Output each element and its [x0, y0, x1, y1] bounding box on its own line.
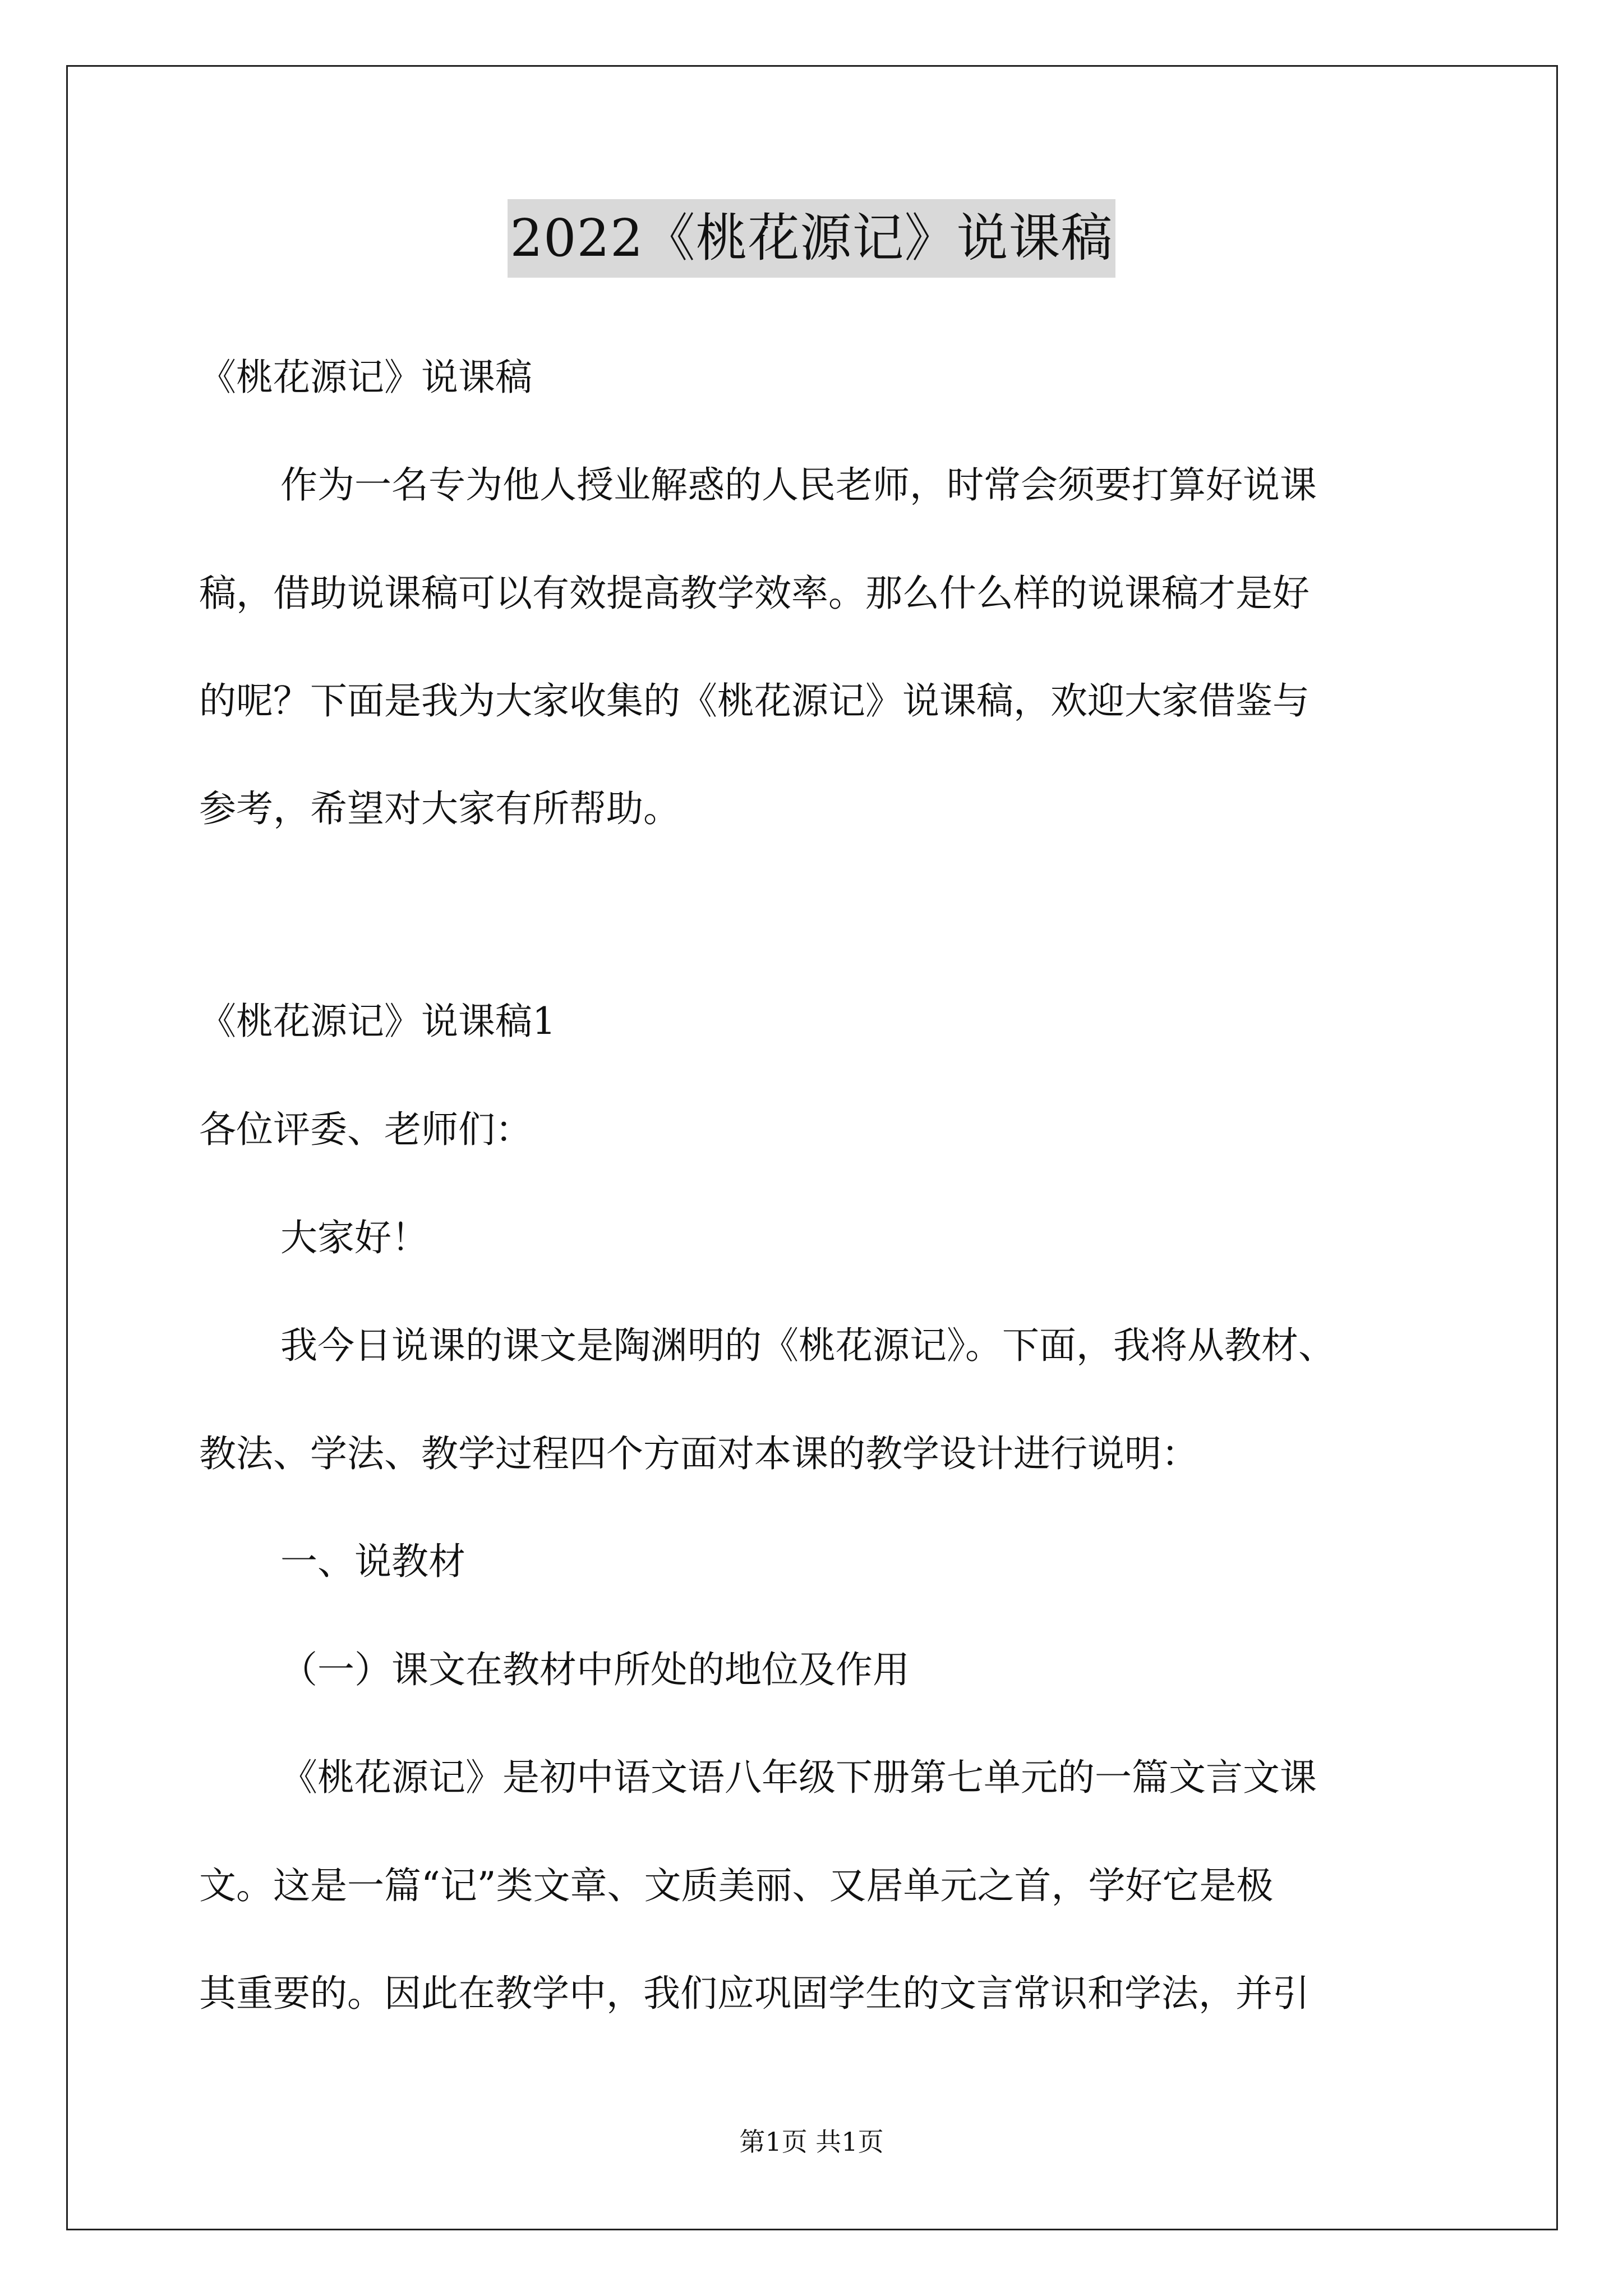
intro-line-2: 稿，借助说课稿可以有效提高教学效率。那么什么样的说课稿才是好 — [199, 572, 1310, 615]
document-title: 2022《桃花源记》说课稿 — [508, 199, 1115, 278]
intro-line-4: 参考，希望对大家有所帮助。 — [199, 787, 680, 830]
intro-line-3: 的呢？下面是我为大家收集的《桃花源记》说课稿，欢迎大家借鉴与 — [199, 679, 1310, 723]
section-heading: 《桃花源记》说课稿1 — [199, 1000, 556, 1043]
subpart-heading: （一）课文在教材中所处的地位及作用 — [280, 1648, 910, 1691]
title-container — [0, 199, 1623, 278]
body-line-4: 文。这是一篇“记”类文章、文质美丽、又居单元之首，学好它是极 — [199, 1864, 1274, 1907]
part-heading: 一、说教材 — [280, 1540, 465, 1583]
body-line-2: 教法、学法、教学过程四个方面对本课的教学设计进行说明： — [199, 1432, 1198, 1475]
body-line-5: 其重要的。因此在教学中，我们应巩固学生的文言常识和学法，并引 — [199, 1972, 1310, 2015]
hello-line: 大家好！ — [280, 1216, 428, 1259]
body-line-1: 我今日说课的课文是陶渊明的《桃花源记》。下面，我将从教材、 — [280, 1324, 1335, 1367]
body-line-3: 《桃花源记》是初中语文语八年级下册第七单元的一篇文言文课 — [280, 1756, 1317, 1799]
subtitle-line: 《桃花源记》说课稿 — [199, 356, 532, 399]
page-number: 第1页 共1页 — [739, 2127, 884, 2157]
greeting-line: 各位评委、老师们： — [199, 1108, 532, 1151]
intro-line-1: 作为一名专为他人授业解惑的人民老师，时常会须要打算好说课 — [280, 463, 1317, 507]
